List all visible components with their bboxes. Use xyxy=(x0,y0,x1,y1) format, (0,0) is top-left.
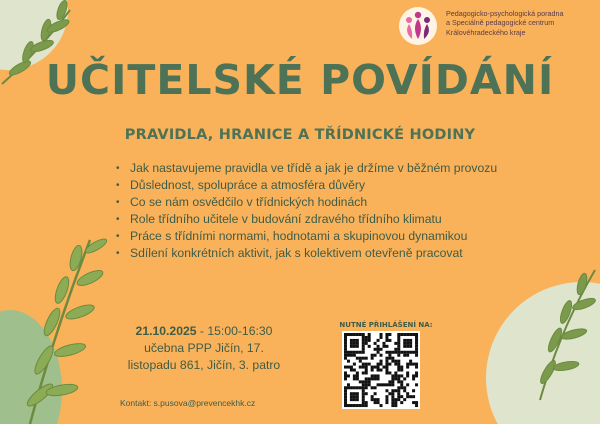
list-item xyxy=(113,177,518,194)
event-datetime xyxy=(104,323,304,340)
list-item xyxy=(113,194,518,211)
event-time: - 15:00-16:30 xyxy=(196,324,273,338)
qr-code-icon[interactable] xyxy=(342,331,420,409)
organization-name xyxy=(446,9,596,37)
bullet-icon: • xyxy=(116,248,120,259)
list-item xyxy=(113,160,518,177)
event-place-line-2: listopadu 861, Jičín, 3. patro xyxy=(127,358,281,372)
topics-list xyxy=(113,160,518,262)
topic-text: Jak nastavujeme pravidla ve třídě a jak je držíme v běžném provozu xyxy=(130,161,498,175)
org-line-1: Pedagogicko-psychologická poradna xyxy=(446,9,564,18)
bullet-icon: • xyxy=(116,231,120,242)
contact-email[interactable]: Kontakt: s.pusova@prevencekhk.cz xyxy=(120,398,256,408)
topic-text: Co se nám osvědčilo v třídnických hodinách xyxy=(130,195,368,209)
registration-label: NUTNÉ PŘIHLÁŠENÍ NA: xyxy=(339,321,433,329)
topic-text: Práce s třídními normami, hodnotami a skupinovou dynamikou xyxy=(130,229,468,243)
list-item xyxy=(113,211,518,228)
bullet-icon: • xyxy=(116,214,120,225)
topic-text: Role třídního učitele v budování zdravého třídního klimatu xyxy=(130,212,442,226)
logo-people-icon xyxy=(398,6,438,46)
bullet-icon: • xyxy=(116,180,120,191)
event-place-line-1: učebna PPP Jičín, 17. xyxy=(144,341,264,355)
topic-text: Důslednost, spolupráce a atmosféra důvěry xyxy=(130,178,366,192)
list-item xyxy=(113,228,518,245)
topic-text: Sdílení konkrétních aktivit, jak s kolektivem otevřeně pracovat xyxy=(130,246,463,260)
org-line-3: Královéhradeckého kraje xyxy=(446,27,526,37)
bullet-icon: • xyxy=(116,197,120,208)
page-title: UČITELSKÉ POVÍDÁNÍ xyxy=(45,56,555,104)
org-line-2: a Speciálně pedagogické centrum xyxy=(446,18,555,28)
event-details xyxy=(104,323,304,374)
event-date: 21.10.2025 xyxy=(135,324,197,338)
list-item xyxy=(113,245,518,262)
bullet-icon: • xyxy=(116,163,120,174)
page-subtitle: PRAVIDLA, HRANICE A TŘÍDNICKÉ HODINY xyxy=(124,127,476,143)
